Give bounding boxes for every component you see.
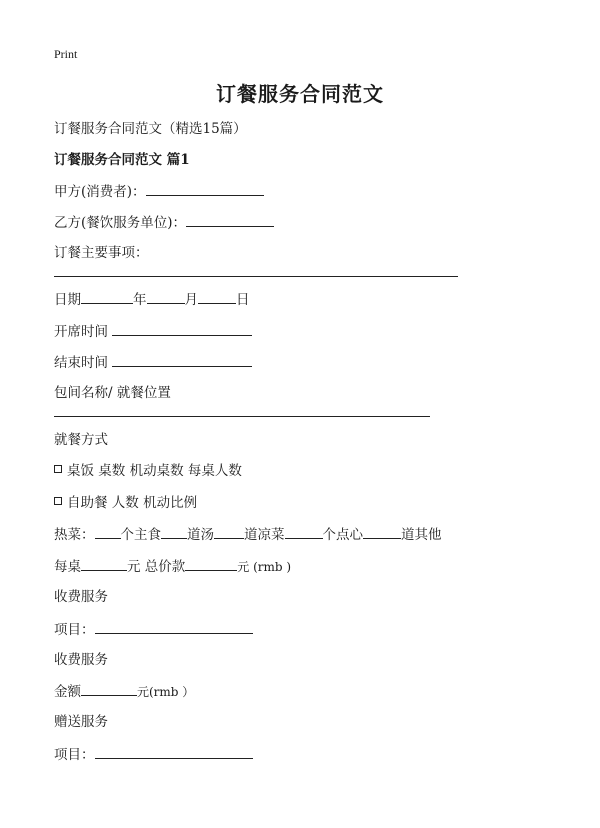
- total-label: 元 总价款: [127, 559, 186, 575]
- section-title: 订餐服务合同范文 篇1: [54, 152, 190, 168]
- cold-label: 道凉菜: [244, 527, 285, 543]
- party-a-label: 甲方(消费者)：: [54, 184, 146, 200]
- room-blank: [54, 416, 430, 417]
- start-time-line: [54, 322, 252, 341]
- main-items-label: 订餐主要事项：: [54, 245, 149, 261]
- other-label: 道其他: [401, 527, 442, 543]
- fee-item-line: [54, 620, 253, 639]
- day-label: 日: [236, 292, 250, 308]
- fee-item-label: 项目：: [54, 622, 95, 638]
- checkbox-icon: [54, 497, 62, 505]
- soup-label: 道汤: [187, 527, 214, 543]
- main-items-blank: [54, 276, 458, 277]
- date-line: [54, 290, 250, 309]
- party-b-label: 乙方(餐饮服务单位)：: [54, 215, 187, 231]
- option-table-line: [54, 462, 242, 480]
- end-time-label: 结束时间: [54, 355, 108, 371]
- start-time-blank: [112, 322, 252, 336]
- party-b-blank: [186, 213, 274, 227]
- date-label: 日期: [54, 292, 81, 308]
- room-label: 包间名称/ 就餐位置: [54, 385, 171, 401]
- hot-dish-blank: [95, 525, 121, 539]
- gift-service-label: 赠送服务: [54, 714, 108, 730]
- amount-line: [54, 682, 194, 701]
- amount-label: 金额: [54, 684, 81, 700]
- gift-item-label: 项目：: [54, 747, 95, 763]
- amount-rmb-label: 元(rmb ）: [137, 685, 195, 699]
- option-table-label: 桌饭 桌数 机动桌数 每桌人数: [67, 463, 242, 479]
- print-label: Print: [54, 47, 78, 61]
- soup-blank: [214, 525, 244, 539]
- dining-mode-label: 就餐方式: [54, 432, 108, 448]
- party-a-line: [54, 182, 264, 201]
- party-a-blank: [146, 182, 264, 196]
- document-subtitle: 订餐服务合同范文（精选15篇）: [54, 121, 247, 137]
- per-table-blank: [81, 557, 127, 571]
- snack-blank: [363, 525, 401, 539]
- option-buffet-label: 自助餐 人数 机动比例: [67, 495, 198, 511]
- staple-label: 个主食: [120, 527, 161, 543]
- month-blank: [147, 290, 185, 304]
- month-label: 月: [184, 292, 198, 308]
- checkbox-icon: [54, 465, 62, 473]
- snack-label: 个点心: [322, 527, 363, 543]
- document-title: 订餐服务合同范文: [216, 82, 384, 106]
- hot-dish-label: 热菜：: [54, 527, 95, 543]
- gift-item-blank: [95, 745, 253, 759]
- gift-item-line: [54, 745, 253, 764]
- fee-service-label-1: 收费服务: [54, 589, 108, 605]
- start-time-label: 开席时间: [54, 324, 108, 340]
- rmb-label: 元 (rmb ): [237, 560, 292, 574]
- year-label: 年: [133, 292, 147, 308]
- option-buffet-line: [54, 494, 197, 512]
- per-table-label: 每桌: [54, 559, 81, 575]
- per-table-line: [54, 557, 291, 576]
- total-blank: [185, 557, 237, 571]
- hot-dish-line: [54, 525, 442, 544]
- fee-item-blank: [95, 620, 253, 634]
- end-time-blank: [112, 353, 252, 367]
- party-b-line: [54, 213, 274, 232]
- day-blank: [198, 290, 236, 304]
- staple-blank: [161, 525, 187, 539]
- year-blank: [81, 290, 133, 304]
- fee-service-label-2: 收费服务: [54, 652, 108, 668]
- amount-blank: [81, 682, 137, 696]
- end-time-line: [54, 353, 252, 372]
- cold-blank: [285, 525, 323, 539]
